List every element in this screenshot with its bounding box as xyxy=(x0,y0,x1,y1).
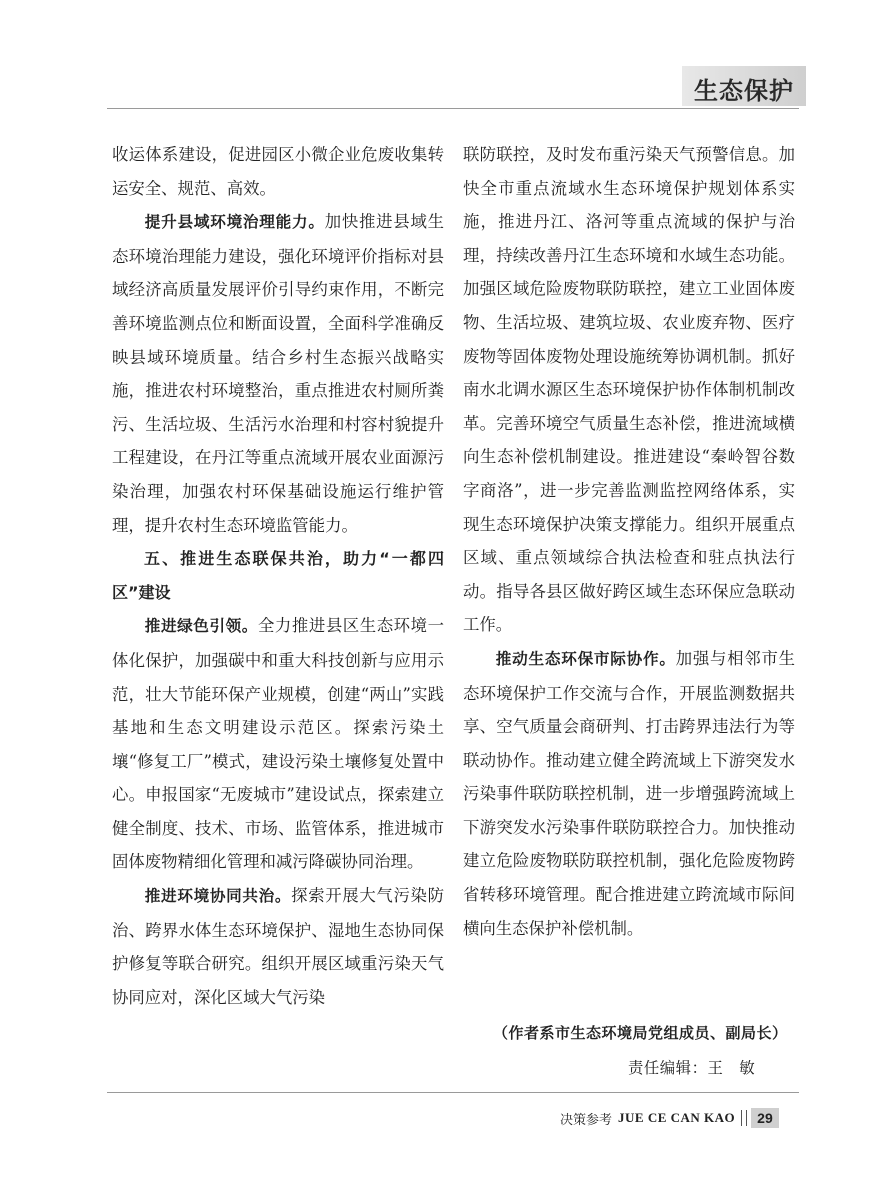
right-column xyxy=(463,138,795,945)
paragraph: 联防联控，及时发布重污染天气预警信息。加快全市重点流域水生态环境保护规划体系实施，推进丹江、洛河等重点流域的保护与治理，持续改善丹江生态环境和水域生态功能。加强区域危险废物联防联控，建立工业固体废物、生活垃圾、建筑垃圾、农业废弃物、医疗废物等固体废物处理设施统筹协调机制。抓好南水北调水源区生态环境保护协作体制机制改革。完善环境空气质量生态补偿，推进流域横向生态补偿机制建设。推进建设“秦岭智谷数字商洛”，进一步完善监测监控网络体系，实现生态环境保护决策支撑能力。组织开展重点区域、重点领域综合执法检查和驻点执法行动。指导各县区做好跨区域生态环保应急联动工作。 xyxy=(463,145,795,635)
paragraph-body: 全力推进县区生态环境一体化保护，加强碳中和重大科技创新与应用示范，壮大节能环保产业规模，创建“两山”实践基地和生态文明建设示范区。探索污染土壤“修复工厂”模式，建设污染土壤修复处置中心。申报国家“无废城市”建设试点，探索建立健全制度、技术、市场、监管体系，推进城市固体废物精细化管理和减污降碳协同治理。 xyxy=(112,616,444,872)
paragraph xyxy=(112,205,444,542)
paragraph xyxy=(112,609,444,879)
section-tab xyxy=(682,66,806,106)
journal-name-cn: 决策参考 xyxy=(560,1112,613,1128)
bottom-rule xyxy=(107,1092,799,1093)
paragraph-body: 探索开展大气污染防治、跨界水体生态环境保护、湿地生态协同保护修复等联合研究。组织开展区域重污染天气协同应对，深化区域大气污染 xyxy=(112,886,444,1007)
paragraph: 收运体系建设，促进园区小微企业危废收集转运安全、规范、高效。 xyxy=(112,145,444,198)
paragraph-body: 加快推进县域生态环境治理能力建设，强化环境评价指标对县域经济高质量发展评价引导约束作用，不断完善环境监测点位和断面设置，全面科学准确反映县域环境质量。结合乡村生态振兴战略实施，推进农村环境整治，重点推进农村厕所粪污、生活垃圾、生活污水治理和村容村貌提升工程建设，在丹江等重点流域开展农业面源污染治理，加强农村环保基础设施运行维护管理，提升农村生态环境监管能力。 xyxy=(112,212,444,535)
paragraph xyxy=(112,879,444,1014)
editor-credit: 责任编辑：王 敏 xyxy=(628,1059,756,1077)
paragraph-lead: 推动生态环保市际协作。 xyxy=(495,649,676,668)
paragraph xyxy=(463,642,795,945)
journal-name-en: JUE CE CAN KAO xyxy=(618,1110,736,1125)
left-column xyxy=(112,138,444,1014)
top-rule xyxy=(107,108,799,109)
footer-separator xyxy=(741,1110,747,1126)
page-number: 29 xyxy=(751,1108,779,1128)
paragraph-lead: 推进环境协同共治。 xyxy=(144,887,292,906)
paragraph-lead: 推进绿色引领。 xyxy=(144,617,258,636)
author-note: （作者系市生态环境局党组成员、副局长） xyxy=(493,1024,788,1042)
paragraph-body: 加强与相邻市生态环境保护工作交流与合作，开展监测数据共享、空气质量会商研判、打击跨界违法行为等联动协作。推动建立健全跨流域上下游突发水污染事件联防联控机制，进一步增强跨流域上下游突发水污染事件联防联控合力。加快推动建立危险废物联防联控机制，强化危险废物跨省转移环境管理。配合推进建立跨流域市际间横向生态保护补偿机制。 xyxy=(463,648,795,938)
section-title: 生态保护 xyxy=(694,77,794,105)
footer xyxy=(560,1106,779,1130)
section-heading: 五、推进生态联保共治，助力“一都四区”建设 xyxy=(112,549,444,602)
paragraph-lead: 提升县域环境治理能力。 xyxy=(144,213,325,232)
